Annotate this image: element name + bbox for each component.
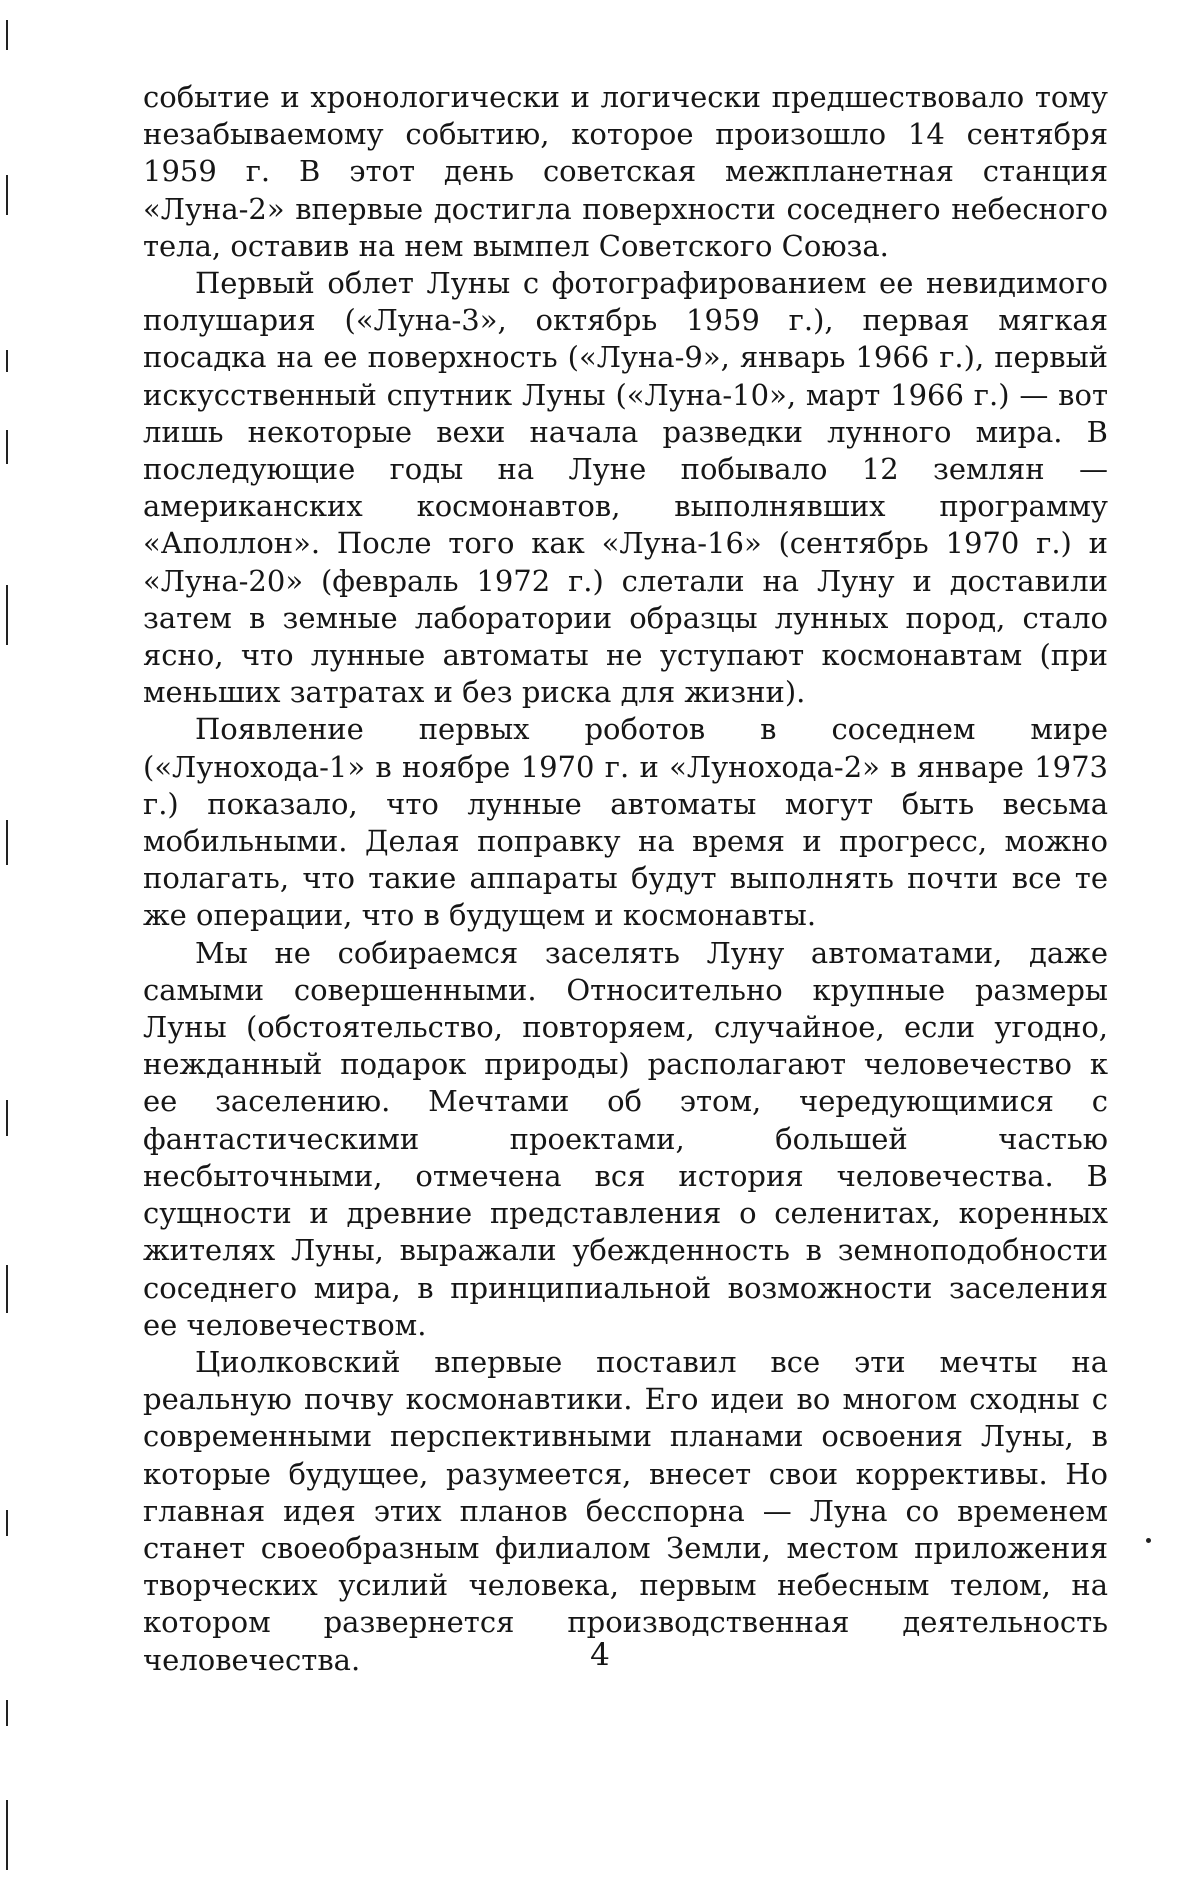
scan-edge-mark	[6, 430, 8, 464]
scan-edge-mark	[6, 1265, 8, 1313]
page-number: 4	[590, 1637, 610, 1673]
paragraph-tsiolkovsky: Циолковский впервые поставил все эти мечты на реальную почву космонавтики. Его идеи во многом сходны с современными перспективными планами освоения Луны, в которые будущее, разумеется, внесет свои коррективы. Но главная идея этих планов бесспорна — Луна со временем станет своеобразным филиалом Земли, местом приложения творческих усилий человека, первым небесным телом, на котором развернется производственная деятельность человечества.	[143, 1344, 1108, 1677]
scan-edge-mark	[6, 1800, 8, 1870]
body-text	[143, 79, 1108, 1679]
stray-ink-dot	[1146, 1538, 1151, 1543]
paragraph-settlement: Мы не собираемся заселять Луну автоматами, даже самыми совершенными. Относительно крупные размеры Луны (обстоятельство, повторяем, случайное, если угодно, нежданный подарок природы) располагают человечество к ее заселению. Мечтами об этом, чередующимися с фантастическими проектами, большей частью несбыточными, отмечена вся история человечества. В сущности и древние представления о селенитах, коренных жителях Луны, выражали убежденность в земноподобности соседнего мира, в принципиальной возможности заселения ее человечеством.	[143, 935, 1108, 1342]
scan-edge-mark	[6, 585, 8, 645]
scan-edge-mark	[6, 175, 8, 215]
scan-edge-mark	[6, 1700, 8, 1726]
paragraph-lunar-exploration: Первый облет Луны с фотографированием ее невидимого полушария («Луна-3», октябрь 1959 г.), первая мягкая посадка на ее поверхность («Луна-9», январь 1966 г.), первый искусственный спутник Луны («Луна-10», март 1966 г.) — вот лишь некоторые вехи начала разведки лунного мира. В последующие годы на Луне побывало 12 землян — американских космонавтов, выполнявших программу «Аполлон». После того как «Луна-16» (сентябрь 1970 г.) и «Луна-20» (февраль 1972 г.) слетали на Луну и доставили затем в земные лаборатории образцы лунных пород, стало ясно, что лунные автоматы не уступают космонавтам (при меньших затратах и без риска для жизни).	[143, 266, 1108, 710]
paragraph-lunokhod: Появление первых роботов в соседнем мире («Лунохода-1» в ноябре 1970 г. и «Лунохода-2» в январе 1973 г.) показало, что лунные автоматы могут быть весьма мобильными. Делая поправку на время и прогресс, можно полагать, что такие аппараты будут выполнять почти все те же операции, что в будущем и космонавты.	[143, 712, 1108, 933]
scan-edge-mark	[6, 20, 8, 50]
scan-edge-mark	[6, 1510, 8, 1536]
paragraph-continued: событие и хронологически и логически предшествовало тому незабываемому событию, которое произошло 14 сентября 1959 г. В этот день советская межпланетная станция «Луна-2» впервые достигла поверхности соседнего небесного тела, оставив на нем вымпел Советского Союза.	[143, 80, 1108, 263]
scan-edge-mark	[6, 1100, 8, 1136]
scan-edge-mark	[6, 350, 8, 372]
scan-edge-mark	[6, 820, 8, 865]
